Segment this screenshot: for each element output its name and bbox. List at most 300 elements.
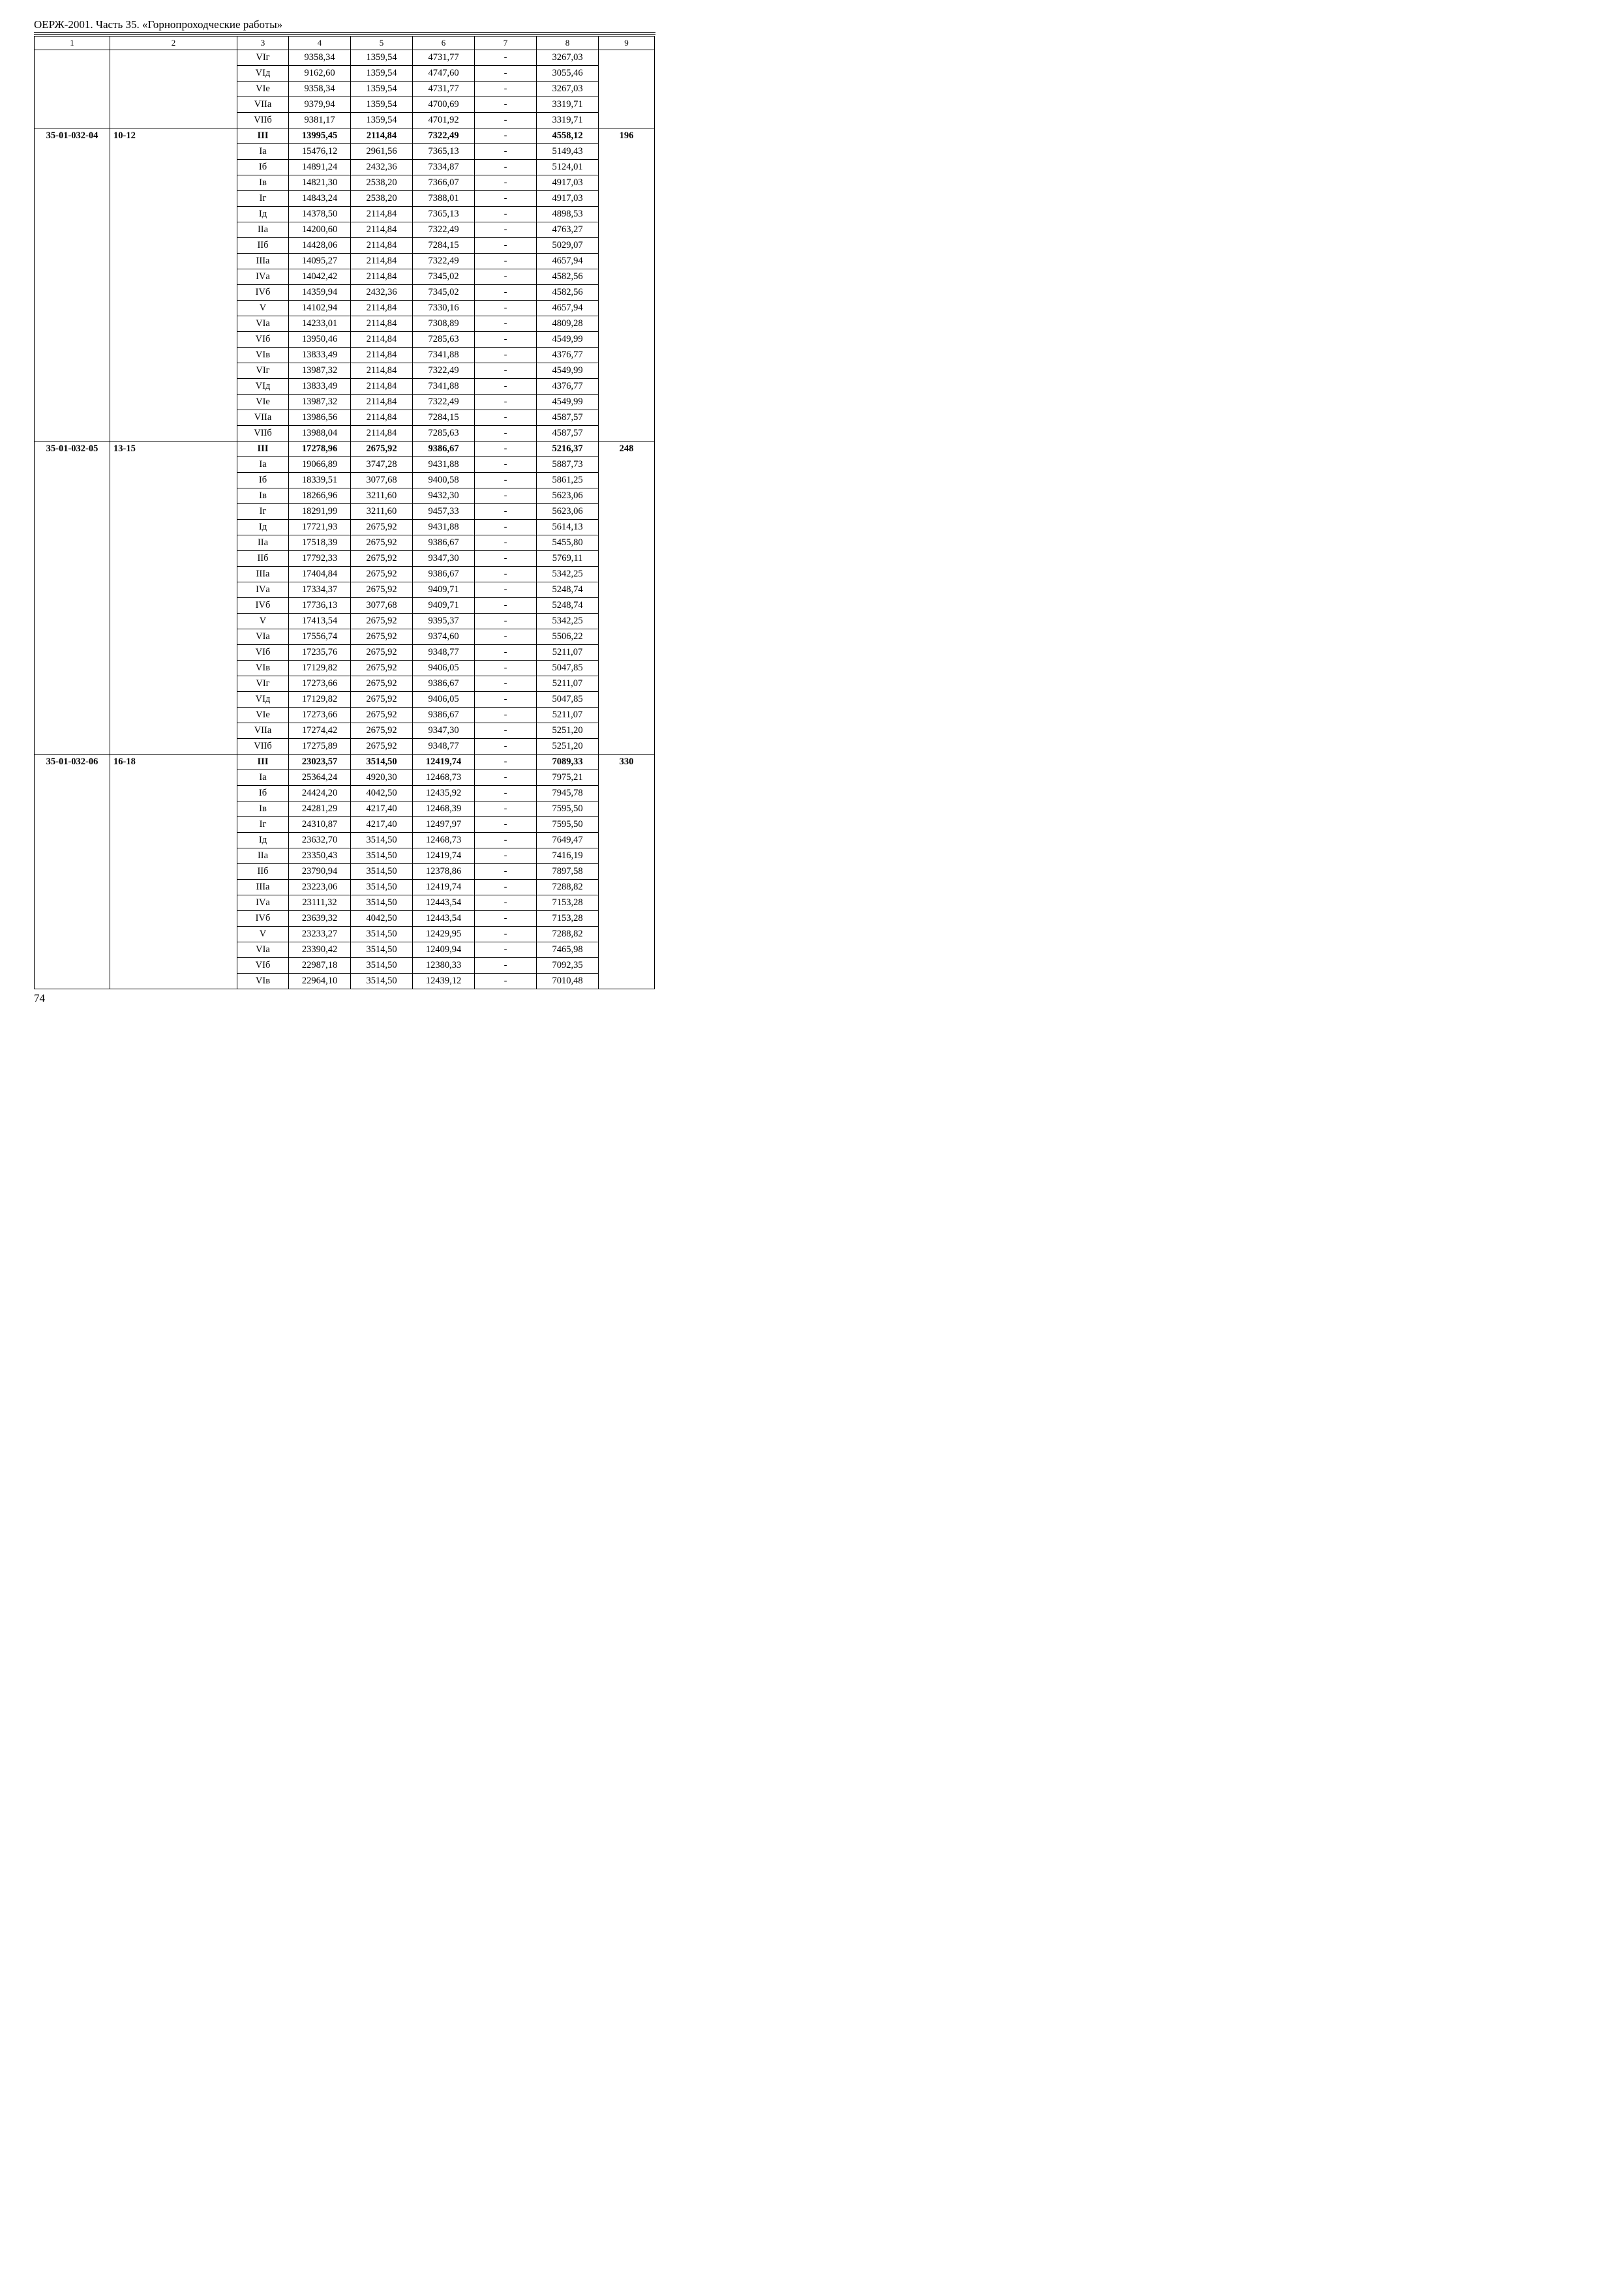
cell-col-9 [599,457,655,473]
table-row [35,927,655,942]
cell-col-6: 7308,89 [413,316,475,332]
cell-col-7: - [475,895,537,911]
cell-col-5: 2538,20 [351,175,413,191]
cell-col-6: 4747,60 [413,66,475,82]
cell-col-8: 7010,48 [537,974,599,989]
cell-col-3: Iд [237,207,289,222]
cell-col-7: - [475,520,537,535]
cell-col-2 [110,958,237,974]
cell-col-5: 4042,50 [351,786,413,801]
cell-col-3: VIг [237,363,289,379]
cell-col-3: VIб [237,645,289,661]
table-row [35,238,655,254]
cell-col-9 [599,708,655,723]
cell-col-6: 12497,97 [413,817,475,833]
cell-col-6: 12468,73 [413,770,475,786]
cell-col-6: 9395,37 [413,614,475,629]
cell-col-3: IIа [237,848,289,864]
cell-col-3: VIд [237,379,289,395]
cell-col-1 [35,426,110,441]
cell-col-1 [35,817,110,833]
cell-col-5: 2114,84 [351,207,413,222]
cell-col-8: 3267,03 [537,82,599,97]
cell-col-1 [35,551,110,567]
cell-col-6: 7366,07 [413,175,475,191]
cell-col-8: 4898,53 [537,207,599,222]
cell-col-1 [35,895,110,911]
cell-col-6: 9431,88 [413,457,475,473]
cell-col-6: 4731,77 [413,82,475,97]
cell-col-1 [35,598,110,614]
table-row-group-start [35,755,655,770]
cell-col-7: - [475,974,537,989]
cell-col-7: - [475,269,537,285]
cell-col-3: IIб [237,238,289,254]
cell-col-6: 7322,49 [413,395,475,410]
cell-col-3: Iг [237,817,289,833]
cell-col-8: 5047,85 [537,692,599,708]
cell-col-1 [35,363,110,379]
cell-col-1 [35,708,110,723]
header-rule-bottom [34,34,655,35]
cell-col-4: 23233,27 [289,927,351,942]
cell-col-9 [599,66,655,82]
cell-col-9 [599,175,655,191]
cell-col-2 [110,723,237,739]
cell-col-8: 4657,94 [537,301,599,316]
cell-col-2 [110,285,237,301]
cell-col-5: 2114,84 [351,301,413,316]
cell-col-9 [599,473,655,488]
cell-col-7: - [475,770,537,786]
cell-col-7: - [475,285,537,301]
cell-col-7: - [475,207,537,222]
cell-col-7: - [475,160,537,175]
cell-col-2 [110,82,237,97]
cell-col-2 [110,739,237,755]
cell-col-8: 7089,33 [537,755,599,770]
cell-col-5: 2675,92 [351,520,413,535]
cell-col-4: 14821,30 [289,175,351,191]
table-row [35,801,655,817]
cell-col-4: 23790,94 [289,864,351,880]
cell-col-8: 5251,20 [537,723,599,739]
cell-col-1 [35,348,110,363]
cell-col-8: 3267,03 [537,50,599,66]
cell-col-2 [110,160,237,175]
cell-col-4: 25364,24 [289,770,351,786]
cell-col-2 [110,895,237,911]
cell-col-9 [599,880,655,895]
cell-col-1 [35,911,110,927]
cell-col-4: 13833,49 [289,379,351,395]
cell-col-8: 7649,47 [537,833,599,848]
column-number-9: 9 [599,37,655,50]
column-number-1: 1 [35,37,110,50]
cell-col-9 [599,395,655,410]
cell-col-7: - [475,692,537,708]
cell-col-2 [110,97,237,113]
cell-col-9 [599,567,655,582]
cell-col-3: VIв [237,348,289,363]
cell-col-3: VIIа [237,723,289,739]
cell-col-8: 7153,28 [537,895,599,911]
cell-col-4: 17334,37 [289,582,351,598]
cell-col-5: 2114,84 [351,238,413,254]
cell-col-3: IIIа [237,254,289,269]
cell-col-5: 3077,68 [351,598,413,614]
cell-col-9 [599,629,655,645]
cell-col-1 [35,191,110,207]
cell-col-7: - [475,880,537,895]
cell-col-7: - [475,50,537,66]
cell-col-9 [599,645,655,661]
cell-col-1 [35,974,110,989]
cell-col-6: 7322,49 [413,128,475,144]
cell-col-2 [110,113,237,128]
cell-col-1 [35,410,110,426]
column-number-row [35,37,655,50]
table-row-group-start [35,128,655,144]
cell-col-6: 7322,49 [413,363,475,379]
cell-col-7: - [475,676,537,692]
cell-col-5: 4920,30 [351,770,413,786]
cell-col-9 [599,551,655,567]
table-row [35,363,655,379]
table-row [35,301,655,316]
cell-col-2 [110,692,237,708]
cell-col-6: 12419,74 [413,755,475,770]
cell-col-4: 14233,01 [289,316,351,332]
cell-col-7: - [475,755,537,770]
cell-col-5: 3211,60 [351,504,413,520]
cell-col-2 [110,348,237,363]
cell-col-4: 22987,18 [289,958,351,974]
cell-col-6: 12443,54 [413,911,475,927]
cell-col-2 [110,848,237,864]
cell-col-7: - [475,629,537,645]
cell-col-8: 5029,07 [537,238,599,254]
cell-col-8: 5887,73 [537,457,599,473]
cell-col-9 [599,316,655,332]
cell-col-3: VIа [237,316,289,332]
cell-col-2 [110,880,237,895]
cell-col-1 [35,175,110,191]
cell-col-4: 17556,74 [289,629,351,645]
cell-col-7: - [475,254,537,269]
cell-col-2 [110,864,237,880]
cell-col-6: 9386,67 [413,708,475,723]
cell-col-8: 5861,25 [537,473,599,488]
cell-col-5: 2114,84 [351,363,413,379]
cell-col-6: 7285,63 [413,332,475,348]
cell-col-4: 23023,57 [289,755,351,770]
table-row [35,395,655,410]
cell-col-3: VIб [237,332,289,348]
cell-col-9 [599,958,655,974]
header-rule-top [34,32,655,33]
cell-col-8: 5342,25 [537,567,599,582]
cell-col-1 [35,645,110,661]
cell-col-3: IVб [237,911,289,927]
cell-col-9 [599,363,655,379]
cell-col-5: 3514,50 [351,880,413,895]
cell-col-8: 3319,71 [537,97,599,113]
cell-col-6: 9386,67 [413,567,475,582]
cell-col-9 [599,97,655,113]
column-number-6: 6 [413,37,475,50]
cell-col-5: 3514,50 [351,848,413,864]
cell-col-4: 17792,33 [289,551,351,567]
cell-col-3: VIд [237,692,289,708]
cell-col-8: 4582,56 [537,285,599,301]
cell-col-8: 5506,22 [537,629,599,645]
cell-col-6: 12468,39 [413,801,475,817]
cell-col-1 [35,269,110,285]
cell-col-5: 2538,20 [351,191,413,207]
cell-col-1 [35,786,110,801]
cell-col-7: - [475,786,537,801]
cell-col-9 [599,207,655,222]
cell-col-3: IVа [237,895,289,911]
table-row [35,723,655,739]
cell-col-3: Iг [237,191,289,207]
cell-col-8: 5248,74 [537,582,599,598]
cell-col-6: 4731,77 [413,50,475,66]
cell-col-1 [35,144,110,160]
cell-col-3: IVа [237,269,289,285]
cell-col-2 [110,66,237,82]
cell-col-9 [599,833,655,848]
cell-col-5: 3514,50 [351,895,413,911]
table-row [35,488,655,504]
cell-col-3: VIе [237,395,289,410]
cell-col-5: 2432,36 [351,285,413,301]
cell-col-2 [110,395,237,410]
column-number-8: 8 [537,37,599,50]
cell-col-1: 35-01-032-06 [35,755,110,770]
cell-col-7: - [475,395,537,410]
cell-col-4: 9358,34 [289,50,351,66]
table-row [35,598,655,614]
table-row [35,473,655,488]
cell-col-9: 196 [599,128,655,144]
cell-col-5: 1359,54 [351,66,413,82]
cell-col-6: 9386,67 [413,676,475,692]
table-row [35,880,655,895]
cell-col-8: 7897,58 [537,864,599,880]
cell-col-5: 3211,60 [351,488,413,504]
cell-col-6: 7322,49 [413,222,475,238]
table-row [35,97,655,113]
cell-col-8: 7153,28 [537,911,599,927]
cell-col-3: VIе [237,82,289,97]
cell-col-5: 3514,50 [351,833,413,848]
table-row [35,817,655,833]
cell-col-9 [599,817,655,833]
cell-col-4: 13987,32 [289,363,351,379]
column-number-7: 7 [475,37,537,50]
cell-col-5: 2114,84 [351,269,413,285]
cell-col-1 [35,582,110,598]
cell-col-9 [599,191,655,207]
table-row [35,175,655,191]
cell-col-3: IIа [237,222,289,238]
cell-col-4: 17404,84 [289,567,351,582]
cell-col-8: 4582,56 [537,269,599,285]
cell-col-5: 2114,84 [351,410,413,426]
cell-col-3: IIб [237,551,289,567]
cell-col-6: 9347,30 [413,723,475,739]
cell-col-1 [35,254,110,269]
cell-col-4: 18291,99 [289,504,351,520]
cell-col-8: 7288,82 [537,880,599,895]
cell-col-4: 14378,50 [289,207,351,222]
cell-col-7: - [475,316,537,332]
cell-col-6: 9374,60 [413,629,475,645]
cell-col-9 [599,488,655,504]
cell-col-4: 9358,34 [289,82,351,97]
cell-col-3: VIв [237,974,289,989]
cell-col-2 [110,50,237,66]
cell-col-6: 7341,88 [413,379,475,395]
cell-col-2 [110,708,237,723]
cell-col-2 [110,770,237,786]
table-row [35,661,655,676]
cell-col-8: 7288,82 [537,927,599,942]
cell-col-7: - [475,238,537,254]
cell-col-3: VIIб [237,113,289,128]
cell-col-6: 4701,92 [413,113,475,128]
cell-col-2 [110,911,237,927]
cell-col-9 [599,848,655,864]
cell-col-4: 13833,49 [289,348,351,363]
table-row [35,66,655,82]
cell-col-9 [599,520,655,535]
cell-col-2 [110,786,237,801]
table-row [35,676,655,692]
cell-col-8: 4809,28 [537,316,599,332]
cell-col-3: IIб [237,864,289,880]
cell-col-9 [599,676,655,692]
table-row [35,551,655,567]
cell-col-4: 13950,46 [289,332,351,348]
cell-col-9 [599,598,655,614]
cell-col-5: 3514,50 [351,927,413,942]
cell-col-5: 2114,84 [351,128,413,144]
cell-col-8: 5211,07 [537,676,599,692]
cell-col-8: 7465,98 [537,942,599,958]
cell-col-7: - [475,551,537,567]
cell-col-3: Iд [237,833,289,848]
cell-col-7: - [475,66,537,82]
cell-col-9 [599,927,655,942]
cell-col-2 [110,254,237,269]
table-row-group-start [35,441,655,457]
cell-col-2 [110,473,237,488]
cell-col-4: 13988,04 [289,426,351,441]
cell-col-1 [35,535,110,551]
cell-col-8: 3055,46 [537,66,599,82]
cell-col-6: 12468,73 [413,833,475,848]
cell-col-5: 2114,84 [351,348,413,363]
cell-col-3: IVб [237,598,289,614]
cell-col-6: 7388,01 [413,191,475,207]
rates-table [34,36,655,989]
cell-col-8: 4376,77 [537,348,599,363]
cell-col-3: IVб [237,285,289,301]
table-row [35,332,655,348]
cell-col-5: 2675,92 [351,723,413,739]
cell-col-9 [599,614,655,629]
cell-col-5: 2675,92 [351,441,413,457]
table-row [35,739,655,755]
cell-col-1 [35,113,110,128]
cell-col-4: 17721,93 [289,520,351,535]
cell-col-6: 12429,95 [413,927,475,942]
cell-col-5: 2114,84 [351,254,413,269]
cell-col-9: 330 [599,755,655,770]
cell-col-8: 4549,99 [537,363,599,379]
cell-col-2 [110,301,237,316]
cell-col-1 [35,801,110,817]
table-row [35,222,655,238]
table-row [35,567,655,582]
cell-col-8: 5251,20 [537,739,599,755]
cell-col-3: Iа [237,457,289,473]
cell-col-4: 9381,17 [289,113,351,128]
cell-col-7: - [475,708,537,723]
table-row [35,50,655,66]
cell-col-3: Iг [237,504,289,520]
cell-col-5: 1359,54 [351,50,413,66]
cell-col-3: Iа [237,770,289,786]
table-row [35,379,655,395]
cell-col-6: 7365,13 [413,207,475,222]
cell-col-1 [35,770,110,786]
cell-col-2 [110,661,237,676]
cell-col-1 [35,316,110,332]
cell-col-1 [35,614,110,629]
cell-col-4: 14359,94 [289,285,351,301]
cell-col-6: 12443,54 [413,895,475,911]
cell-col-7: - [475,927,537,942]
cell-col-9 [599,269,655,285]
cell-col-4: 17275,89 [289,739,351,755]
cell-col-1 [35,942,110,958]
cell-col-8: 4763,27 [537,222,599,238]
cell-col-4: 17273,66 [289,708,351,723]
cell-col-2 [110,598,237,614]
cell-col-3: VIIб [237,426,289,441]
cell-col-7: - [475,128,537,144]
cell-col-5: 2675,92 [351,567,413,582]
cell-col-5: 2114,84 [351,426,413,441]
cell-col-2 [110,801,237,817]
cell-col-5: 3077,68 [351,473,413,488]
cell-col-9 [599,504,655,520]
cell-col-7: - [475,535,537,551]
cell-col-2 [110,645,237,661]
cell-col-1 [35,332,110,348]
cell-col-9 [599,160,655,175]
cell-col-1 [35,958,110,974]
cell-col-3: IIIа [237,567,289,582]
table-row [35,582,655,598]
column-number-5: 5 [351,37,413,50]
cell-col-9: 248 [599,441,655,457]
table-row [35,786,655,801]
